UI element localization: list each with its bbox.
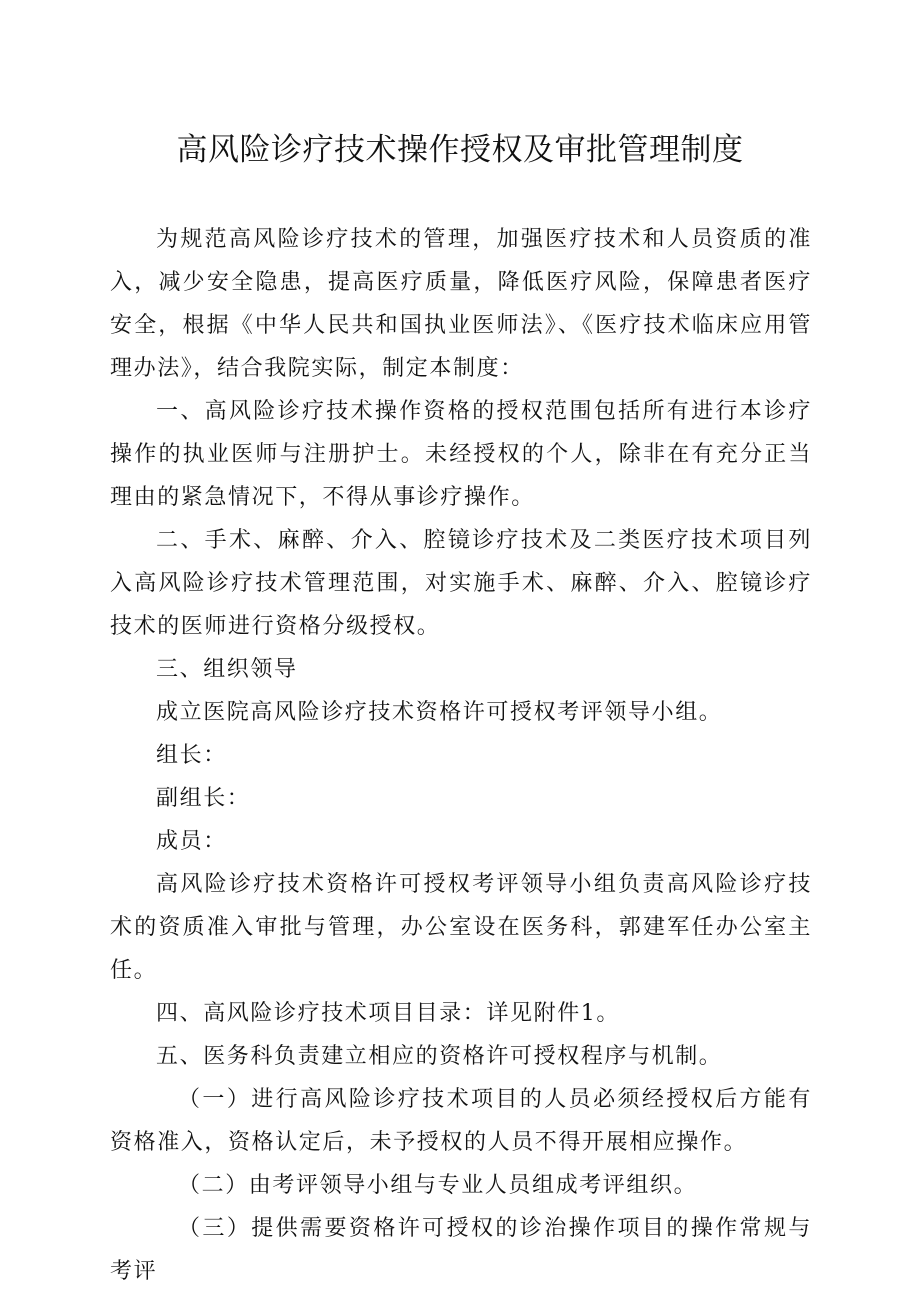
item-3-duty-paragraph: 高风险诊疗技术资格许可授权考评领导小组负责高风险诊疗技术的资质准入审批与管理，办公室设在医务科，郭建军任办公室主任。 [110,872,812,983]
members-label: 成员： [156,829,227,854]
document-body [110,218,812,1293]
item-3-heading: 三、组织领导 [156,657,298,682]
item-1-paragraph: 一、高风险诊疗技术操作资格的授权范围包括所有进行本诊疗操作的执业医师与注册护士。未经授权的个人，除非在有充分正当理由的紧急情况下，不得从事诊疗操作。 [110,399,812,510]
leader-label: 组长： [156,743,227,768]
document-title: 高风险诊疗技术操作授权及审批管理制度 [176,132,744,168]
item-3-text: 成立医院高风险诊疗技术资格许可授权考评领导小组。 [156,700,723,725]
sub-item-1-paragraph: （一）进行高风险诊疗技术项目的人员必须经授权后方能有资格准入，资格认定后，未予授权的人员不得开展相应操作。 [110,1087,812,1155]
sub-item-2-paragraph: （二）由考评领导小组与专业人员组成考评组织。 [178,1173,698,1198]
intro-paragraph: 为规范高风险诊疗技术的管理，加强医疗技术和人员资质的准入，减少安全隐患，提高医疗质量，降低医疗风险，保障患者医疗安全，根据《中华人民共和国执业医师法》、《医疗技术临床应用管理办法》，结合我院实际，制定本制度： [110,227,812,381]
item-5-paragraph: 五、医务科负责建立相应的资格许可授权程序与机制。 [156,1044,723,1069]
item-4-paragraph: 四、高风险诊疗技术项目目录：详见附件1。 [156,1001,620,1026]
sub-item-3-paragraph: （三）提供需要资格许可授权的诊治操作项目的操作常规与考评 [110,1216,812,1284]
item-2-paragraph: 二、手术、麻醉、介入、腔镜诊疗技术及二类医疗技术项目列入高风险诊疗技术管理范围，对实施手术、麻醉、介入、腔镜诊疗技术的医师进行资格分级授权。 [110,528,812,639]
deputy-leader-label: 副组长： [156,786,251,811]
